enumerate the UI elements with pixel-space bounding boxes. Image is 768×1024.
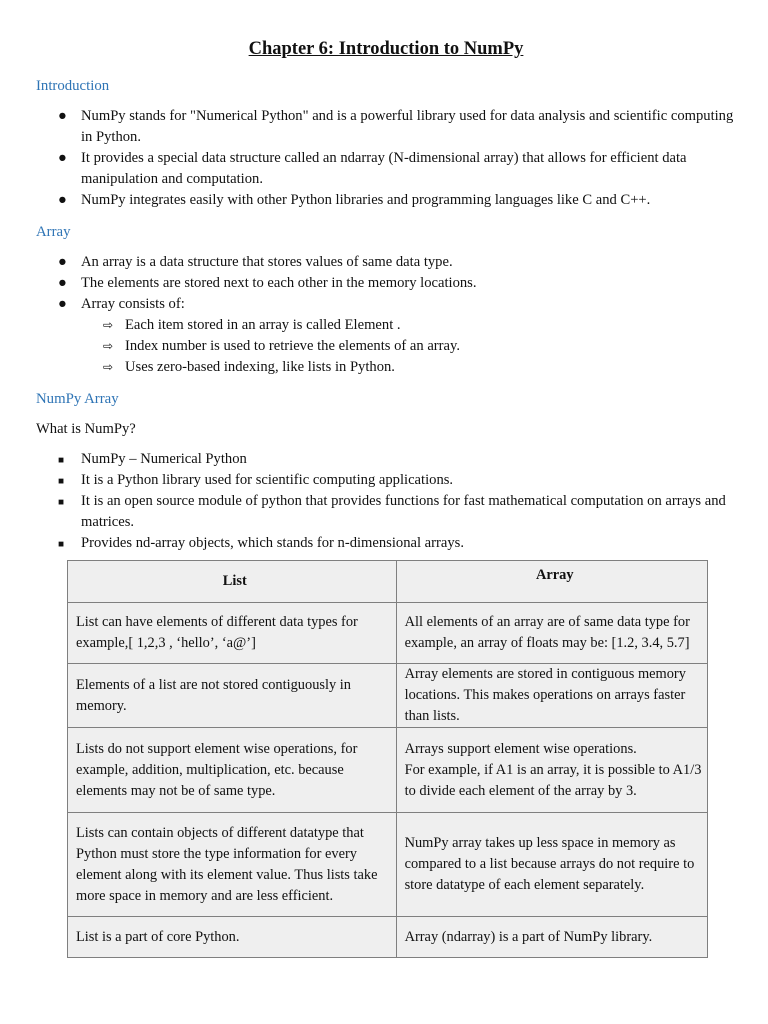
table-header-array: Array (396, 561, 707, 603)
list-item-text: It is a Python library used for scientific computing applications. (81, 472, 454, 488)
list-item (36, 190, 736, 211)
array-bullet-list (36, 252, 736, 378)
hollow-right-arrow-icon: ⇨ (103, 318, 114, 332)
section-heading-numpy-array: NumPy Array (36, 391, 119, 407)
list-item-text: The elements are stored next to each other in the memory locations. (81, 275, 477, 291)
array-sub-bullet-list (81, 315, 736, 378)
list-item (36, 491, 736, 533)
table-cell-array: NumPy array takes up less space in memory as compared to a list because arrays do not require to store datatype of each element separately. (396, 813, 707, 917)
list-item (36, 449, 736, 470)
list-item (36, 273, 736, 294)
bullet-square-icon: ■ (58, 455, 65, 466)
bullet-square-icon: ■ (58, 476, 65, 487)
hollow-right-arrow-icon: ⇨ (103, 339, 114, 353)
list-item-text: It provides a special data structure called an ndarray (N-dimensional array) that allows for efficient data manipulation and computation. (81, 150, 687, 187)
table-cell-list: Lists can contain objects of different datatype that Python must store the type information for every element along with its element value. Thus lists take more space in memory and are less efficient. (68, 813, 397, 917)
table-cell-array: Arrays support element wise operations. For example, if A1 is an array, it is possible to A1/3 to divide each element of the array by 3. (396, 728, 707, 813)
table-row (68, 664, 708, 728)
table-row (68, 728, 708, 813)
bullet-dot-icon: ● (58, 192, 67, 208)
sub-list-item (81, 336, 736, 357)
table-cell-list: Lists do not support element wise operations, for example, addition, multiplication, etc. because elements may not be of same type. (68, 728, 397, 813)
list-item (36, 106, 736, 148)
table-header-list: List (68, 561, 397, 603)
table-row (68, 917, 708, 958)
table-cell-list: List is a part of core Python. (68, 917, 397, 958)
table-cell-array: Array elements are stored in contiguous memory locations. This makes operations on arrays faster than lists. (396, 664, 707, 728)
bullet-dot-icon: ● (58, 296, 67, 312)
introduction-bullet-list (36, 106, 736, 211)
list-item-text: It is an open source module of python that provides functions for fast mathematical computation on arrays and matrices. (81, 493, 726, 530)
bullet-square-icon: ■ (58, 497, 65, 508)
table-cell-list: Elements of a list are not stored contiguously in memory. (68, 664, 397, 728)
sub-list-item-text: Index number is used to retrieve the elements of an array. (125, 338, 460, 354)
table-cell-array: All elements of an array are of same data type for example, an array of floats may be: [1.2, 3.4, 5.7] (396, 603, 707, 664)
hollow-right-arrow-icon: ⇨ (103, 360, 114, 374)
list-item (36, 252, 736, 273)
list-item-text: An array is a data structure that stores values of same data type. (81, 254, 453, 270)
question-text: What is NumPy? (36, 421, 136, 437)
table-header-row (68, 561, 708, 603)
numpy-bullet-list (36, 449, 736, 554)
list-item (36, 470, 736, 491)
list-item (36, 294, 736, 378)
bullet-dot-icon: ● (58, 108, 67, 124)
sub-list-item-text: Uses zero-based indexing, like lists in Python. (125, 359, 395, 375)
sub-list-item-text: Each item stored in an array is called Element . (125, 317, 401, 333)
table-cell-array: Array (ndarray) is a part of NumPy library. (396, 917, 707, 958)
list-item-text: Provides nd-array objects, which stands for n-dimensional arrays. (81, 535, 464, 551)
table-cell-list: List can have elements of different data types for example,[ 1,2,3 , ‘hello’, ‘a@’] (68, 603, 397, 664)
bullet-dot-icon: ● (58, 254, 67, 270)
bullet-dot-icon: ● (58, 150, 67, 166)
list-vs-array-table (67, 560, 708, 958)
bullet-square-icon: ■ (58, 539, 65, 550)
sub-list-item (81, 357, 736, 378)
list-item-text: NumPy – Numerical Python (81, 451, 247, 467)
sub-list-item (81, 315, 736, 336)
table-row (68, 813, 708, 917)
section-heading-array: Array (36, 224, 71, 240)
section-heading-introduction: Introduction (36, 78, 110, 94)
list-item (36, 148, 736, 190)
list-item-text: NumPy integrates easily with other Python libraries and programming languages like C and C++. (81, 192, 651, 208)
list-item-text: NumPy stands for "Numerical Python" and is a powerful library used for data analysis and scientific computing in Python. (81, 108, 734, 145)
bullet-dot-icon: ● (58, 275, 67, 291)
page-title: Chapter 6: Introduction to NumPy (248, 39, 524, 59)
list-item (36, 533, 736, 554)
list-item-text: Array consists of: (81, 296, 185, 312)
table-row (68, 603, 708, 664)
